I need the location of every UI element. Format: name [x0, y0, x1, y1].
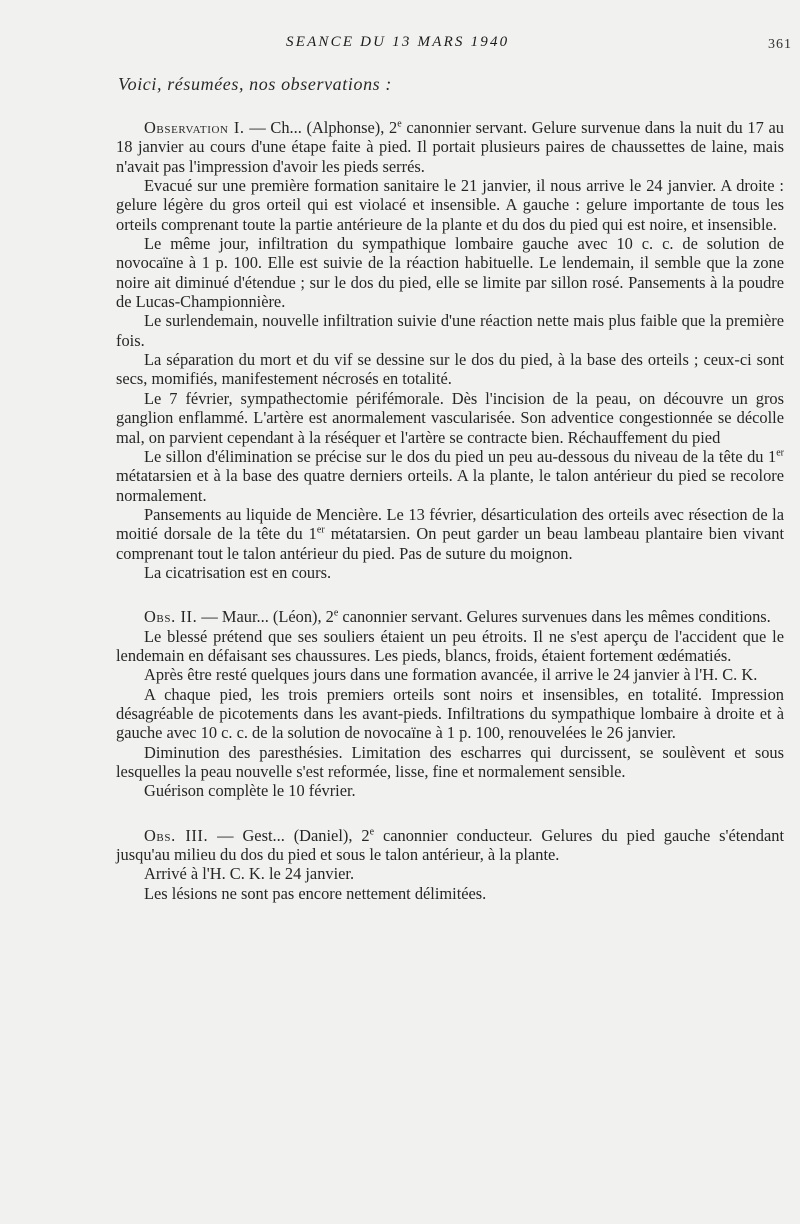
obs1-paragraph-8: Pansements au liquide de Mencière. Le 13 février, désarticulation des orteils avec résection de la moitié dorsale de la tête du 1er métatarsien. On peut garder un beau lambeau plantaire bien vivant comprenant tout le talon antérieur du pied. Pas de suture du moignon. — [116, 504, 784, 563]
observation-2 — [116, 607, 784, 800]
obs3-paragraph-1 — [116, 826, 784, 865]
observation-1 — [116, 118, 784, 582]
obs2-paragraph-4: A chaque pied, les trois premiers orteils sont noirs et insensibles, en totalité. Impression désagréable de picotements dans les avant-pieds. Infiltrations du sympathique lombaire à droite et à gauche avec 10 c. c. de la solution de novocaïne à 1 p. 100, renouvelées le 26 janvier. — [116, 684, 784, 743]
page-number: 361 — [768, 37, 792, 52]
section-gap — [116, 801, 784, 820]
obs2-paragraph-5: Diminution des paresthésies. Limitation des escharres qui durcissent, se soulèvent et sous lesquelles la peau nouvelle s'est reformée, lisse, fine et normalement sensible. — [116, 742, 784, 781]
section-gap — [116, 582, 784, 601]
obs3-paragraph-2: Arrivé à l'H. C. K. le 24 janvier. — [144, 864, 355, 884]
obs1-label: Observation I. — [144, 118, 245, 137]
obs1-paragraph-2: Evacué sur une première formation sanitaire le 21 janvier, il nous arrive le 24 janvier. A droite : gelure légère du gros orteil qui est violacé et insensible. A gauche : gelure importante de tous les orteils comprenant toute la partie antérieure de la plante et du dos du pied qui est noire, et insensible. — [116, 176, 784, 234]
obs3-label: Obs. III. — [144, 825, 209, 845]
obs2-paragraph-3: Après être resté quelques jours dans une formation avancée, il arrive le 24 janvier à l'H. C. K. — [144, 665, 758, 685]
intro-line: Voici, résumées, nos observations : — [118, 74, 392, 94]
obs1-paragraph-3: Le même jour, infiltration du sympathique lombaire gauche avec 10 c. c. de solution de novocaïne à 1 p. 100. Elle est suivie de la réaction habituelle. Le lendemain, il semble que la zone noire ait diminué d'étendue ; sur le dos du pied, elle se limite par sillon rosé. Pansements à la poudre de Lucas-Championnière. — [116, 234, 784, 312]
obs2-text-1: — Maur... (Léon), 2e canonnier servant. Gelures survenues dans les mêmes conditions. — [197, 607, 771, 627]
article-body — [116, 118, 784, 903]
observation-3 — [116, 826, 784, 903]
obs1-paragraph-9: La cicatrisation est en cours. — [144, 562, 332, 582]
obs1-paragraph-7: Le sillon d'élimination se précise sur le dos du pied un peu au-dessous du niveau de la tête du 1er métatarsien et à la base des quatre derniers orteils. A la plante, le talon antérieur du pied se recolore normalement. — [116, 446, 784, 505]
obs2-paragraph-6: Guérison complète le 10 février. — [144, 781, 356, 801]
obs1-text-1: — Ch... (Alphonse), 2e canonnier servant. Gelure survenue dans la nuit du 17 au 18 janvier au cours d'une étape faite à pied. Il portait plusieurs paires de chaussettes de laine, mais n'avait pas l'impression d'avoir les pieds serrés. — [116, 118, 784, 176]
obs1-paragraph-4: Le surlendemain, nouvelle infiltration suivie d'une réaction nette mais plus faible que la première fois. — [116, 311, 784, 350]
obs1-paragraph-6: Le 7 février, sympathectomie périfémorale. Dès l'incision de la peau, on découvre un gros ganglion enflammé. L'artère est anormalement vascularisée. Son adventice congestionnée se décolle mal, on parvient cependant à la réséquer et l'artère se contracte bien. Réchauffement du pied — [116, 388, 784, 447]
obs3-paragraph-3: Les lésions ne sont pas encore nettement délimitées. — [144, 883, 487, 903]
obs2-label: Obs. II. — [144, 607, 198, 627]
obs3-text-1: — Gest... (Daniel), 2e canonnier conducteur. Gelures du pied gauche s'étendant jusqu'au milieu du dos du pied et sous le talon antérieur, à la plante. — [116, 825, 785, 865]
obs2-paragraph-2: Le blessé prétend que ses souliers étaient un peu étroits. Il ne s'est aperçu de l'accident que le lendemain en défaisant ses chaussures. Les pieds, blancs, froids, étaient fortement œdématiés. — [116, 626, 784, 665]
page-header — [0, 34, 800, 58]
running-title: SEANCE DU 13 MARS 1940 — [286, 34, 510, 50]
obs1-paragraph-1 — [116, 118, 784, 176]
obs1-paragraph-5: La séparation du mort et du vif se dessine sur le dos du pied, à la base des orteils ; ceux-ci sont secs, momifiés, manifestement nécrosés en totalité. — [116, 350, 784, 389]
obs2-paragraph-1 — [116, 607, 784, 626]
